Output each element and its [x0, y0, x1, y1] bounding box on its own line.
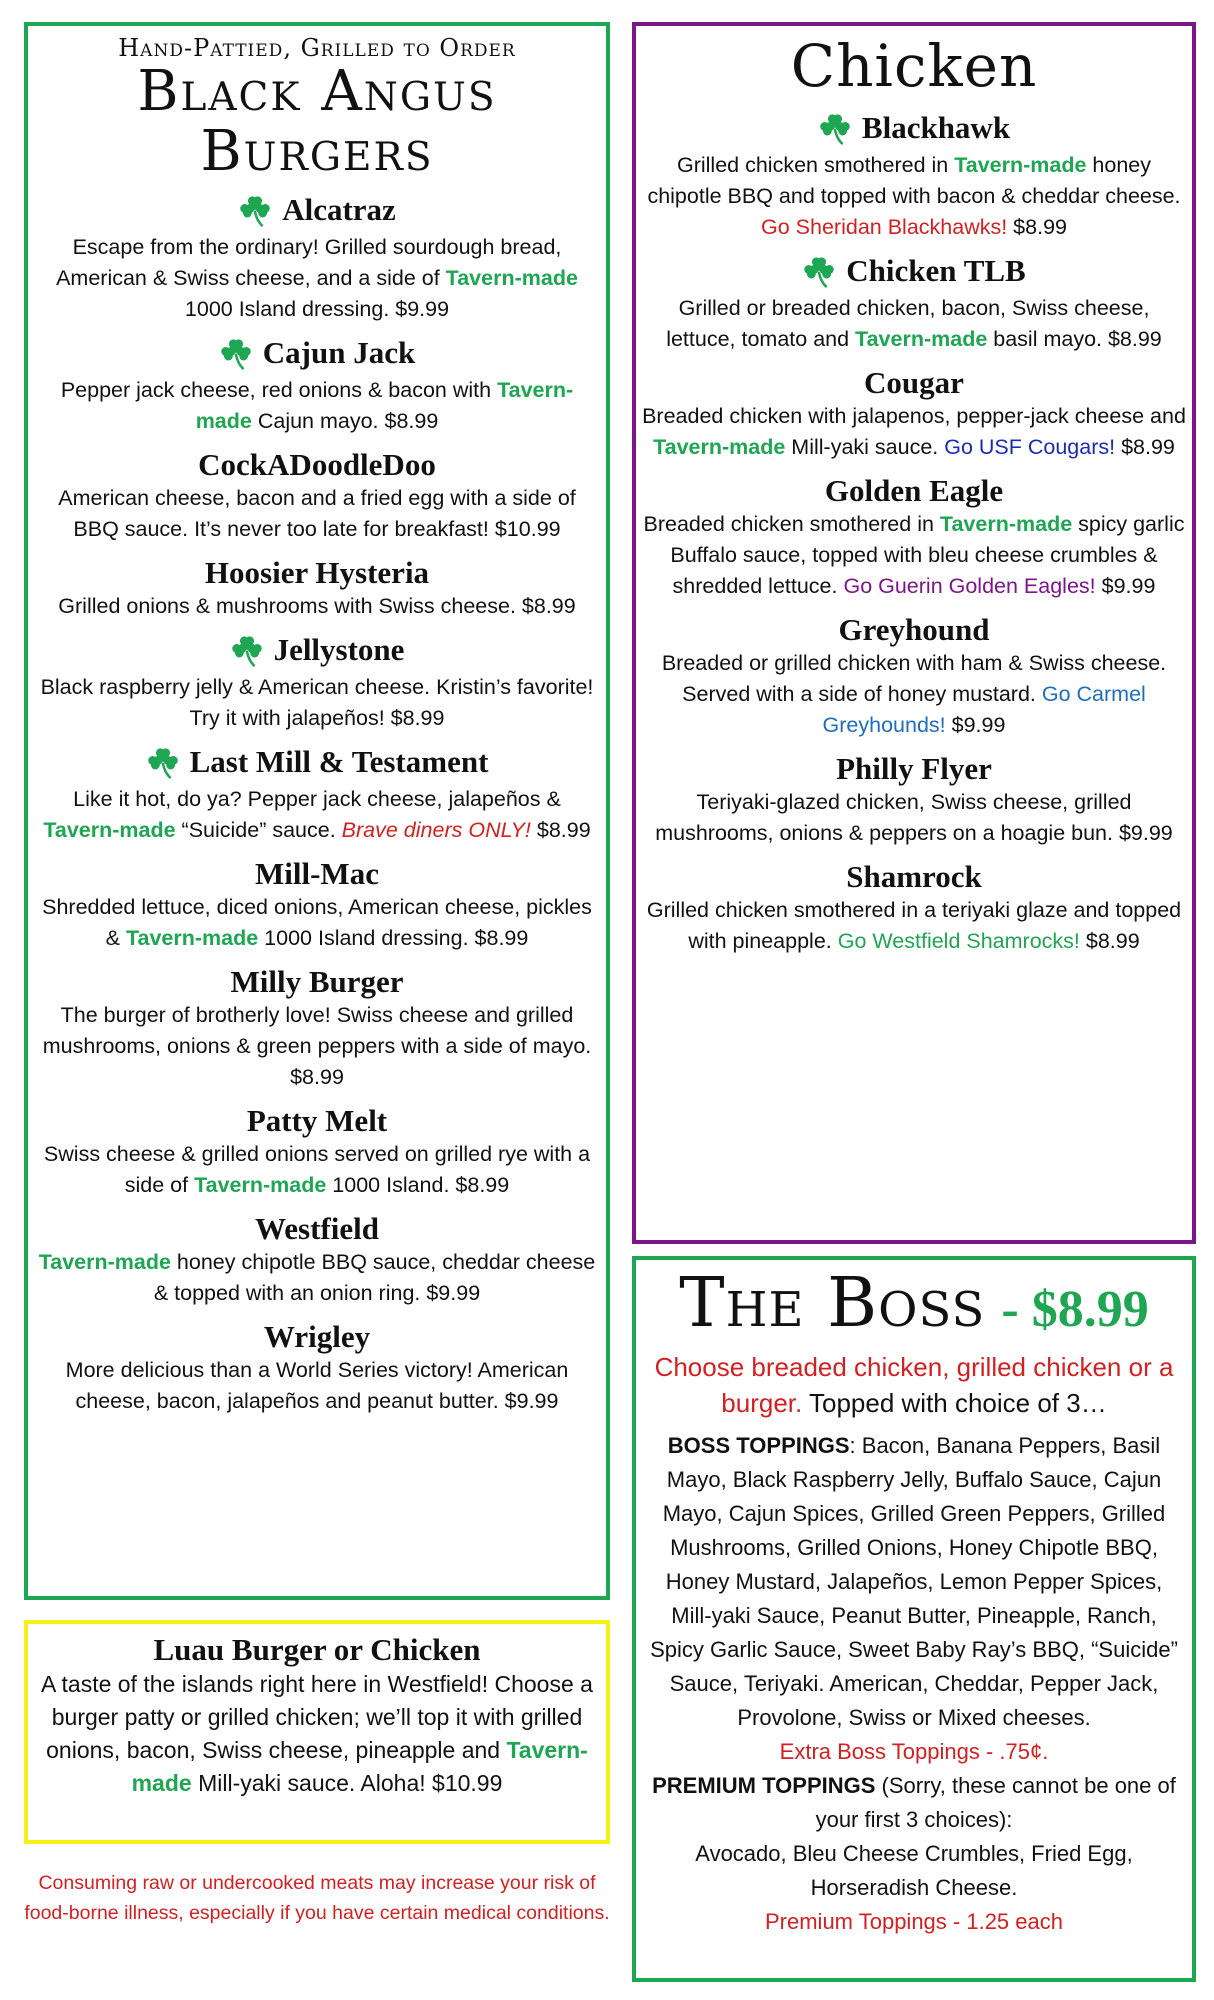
- boss-toppings-list: : Bacon, Banana Peppers, Basil Mayo, Black Raspberry Jelly, Buffalo Sauce, Cajun Mayo, Cajun Spices, Grilled Green Peppers, Grilled Mushrooms, Grilled Onions, Honey Chipotle BBQ, Honey Mustard, Jalapeños, Lemon Pepper Spices, Mill-yaki Sauce, Peanut Butter, Pineapple, Ranch, Spicy Garlic Sauce, Sweet Baby Ray’s BBQ, “Suicide” Sauce, Teriyaki. American, Cheddar, Pepper Jack, Provolone, Swiss or Mixed cheeses.: [650, 1433, 1178, 1730]
- menu-item: [36, 856, 598, 954]
- description-text: Grilled onions & mushrooms with Swiss cheese. $8.99: [58, 594, 576, 618]
- tavern-made-label: Tavern-made: [43, 818, 176, 842]
- description-text: 1000 Island dressing. $8.99: [258, 926, 529, 950]
- burgers-title-line2: Burgers: [200, 119, 434, 184]
- description-text: spicy garlic Buffalo sauce, topped with bleu cheese crumbles & shredded lettuce.: [670, 512, 1185, 598]
- menu-item-title: Hoosier Hysteria: [204, 555, 430, 590]
- boss-toppings-label: BOSS TOPPINGS: [667, 1433, 850, 1458]
- menu-item-description: [36, 232, 598, 325]
- menu-item-name: [825, 473, 1003, 509]
- menu-item-description: [642, 787, 1186, 849]
- premium-toppings-list: Avocado, Bleu Cheese Crumbles, Fried Egg, Horseradish Cheese.: [695, 1841, 1133, 1900]
- description-text: Shredded lettuce, diced onions, American cheese, pickles &: [42, 895, 592, 950]
- description-text: Breaded chicken smothered in: [643, 512, 940, 536]
- luau-item: [28, 1632, 606, 1800]
- food-safety-disclaimer: Consuming raw or undercooked meats may increase your risk of food-borne illness, especially if you have certain medical conditions.: [24, 1872, 610, 1924]
- highlight-text: Go Sheridan Blackhawks!: [761, 215, 1008, 239]
- menu-item-name: [198, 447, 436, 483]
- menu-item-title: Greyhound: [838, 612, 990, 647]
- menu-item-description: [36, 672, 598, 734]
- menu-item-title: Cougar: [864, 365, 964, 400]
- burgers-kicker: Hand-Pattied, Grilled to Order: [118, 34, 516, 62]
- description-text: The burger of brotherly love! Swiss cheese and grilled mushrooms, onions & green peppers with a side of mayo. $8.99: [42, 1003, 592, 1089]
- description-text: “Suicide” sauce.: [175, 818, 342, 842]
- burgers-title-line1: Black Angus: [137, 59, 497, 124]
- chicken-list: [636, 110, 1192, 957]
- menu-item-description: [642, 150, 1186, 243]
- menu-item: [36, 555, 598, 622]
- menu-item: [36, 964, 598, 1093]
- menu-item-name: [255, 1211, 379, 1247]
- boss-section: [632, 1256, 1196, 1982]
- menu-item-name: [205, 555, 429, 591]
- tavern-made-label: Tavern-made: [939, 512, 1073, 536]
- menu-item-title: Philly Flyer: [836, 751, 992, 786]
- luau-description: [36, 1668, 598, 1800]
- menu-item-title: Jellystone: [273, 632, 405, 667]
- menu-item-description: [36, 892, 598, 954]
- menu-item-title: Shamrock: [846, 859, 982, 894]
- menu-item-name: [219, 335, 415, 371]
- boss-intro-topped: Topped with choice of 3…: [802, 1388, 1107, 1418]
- description-text: $8.99: [1007, 215, 1067, 239]
- menu-item-name: [230, 632, 405, 668]
- menu-item-title: CockADoodleDoo: [198, 447, 436, 482]
- boss-price: - $8.99: [1001, 1281, 1149, 1338]
- menu-item: [36, 447, 598, 545]
- menu-item-title: Westfield: [255, 1211, 379, 1246]
- menu-item: [36, 192, 598, 325]
- shamrock-icon: [219, 336, 253, 370]
- tavern-made-label: Tavern-made: [445, 266, 578, 290]
- menu-item: [36, 632, 598, 734]
- highlight-text: Go Guerin Golden Eagles!: [843, 574, 1096, 598]
- description-text: Cajun mayo. $8.99: [251, 409, 439, 433]
- description-text: honey chipotle BBQ and topped with bacon & cheddar cheese.: [647, 153, 1181, 208]
- menu-item-title: Alcatraz: [282, 192, 396, 227]
- boss-name: The Boss: [679, 1264, 986, 1343]
- menu-item-title: Golden Eagle: [824, 473, 1004, 508]
- menu-item-title: Cajun Jack: [262, 335, 416, 370]
- menu-item-name: [802, 253, 1025, 289]
- boss-extra-price: Extra Boss Toppings - .75¢.: [779, 1739, 1049, 1764]
- shamrock-icon: [818, 111, 852, 145]
- description-text: More delicious than a World Series victory! American cheese, bacon, jalapeños and peanut butter. $9.99: [65, 1358, 569, 1413]
- menu-item-name: [836, 751, 992, 787]
- highlight-text: Brave diners ONLY!: [341, 818, 531, 842]
- description-text: $9.99: [1095, 574, 1156, 598]
- burgers-list: [28, 192, 606, 1417]
- premium-toppings-note: (Sorry, these cannot be one of your first 3 choices):: [815, 1773, 1176, 1832]
- shamrock-icon: [802, 254, 836, 288]
- tavern-made-label: Tavern-made: [125, 926, 259, 950]
- menu-item: [642, 365, 1186, 463]
- tavern-made-label: Tavern-made: [855, 327, 988, 351]
- menu-item: [36, 1319, 598, 1417]
- description-text: $8.99: [1115, 435, 1175, 459]
- menu-item-description: [642, 648, 1186, 741]
- menu-item-title: Patty Melt: [246, 1103, 388, 1138]
- luau-name: Luau Burger or Chicken: [153, 1632, 481, 1667]
- menu-item-description: [36, 1247, 598, 1309]
- description-text: 1000 Island dressing. $9.99: [184, 297, 450, 321]
- description-text: Like it hot, do ya? Pepper jack cheese, jalapeños &: [73, 787, 561, 811]
- chicken-section: [632, 22, 1196, 1244]
- tavern-made-label: Tavern-made: [954, 153, 1087, 177]
- menu-item-description: [36, 591, 598, 622]
- shamrock-icon: [146, 745, 180, 779]
- menu-item-description: [642, 895, 1186, 957]
- menu-item: [36, 335, 598, 437]
- menu-item-name: [255, 856, 379, 892]
- menu-item: [36, 1211, 598, 1309]
- menu-item-name: [264, 1319, 370, 1355]
- highlight-text: Go USF Cougars!: [944, 435, 1116, 459]
- menu-item-description: [36, 1139, 598, 1201]
- menu-item-title: Milly Burger: [230, 964, 404, 999]
- shamrock-icon: [238, 193, 272, 227]
- menu-item-name: [846, 859, 982, 895]
- highlight-text: Go Westfield Shamrocks!: [837, 929, 1080, 953]
- tavern-made-label: Tavern-made: [38, 1250, 171, 1274]
- shamrock-icon: [230, 633, 264, 667]
- menu-item-title: Last Mill & Testament: [189, 744, 489, 779]
- tavern-made-label: Tavern-made: [131, 1737, 588, 1796]
- description-text: Mill-yaki sauce. Aloha! $10.99: [191, 1770, 503, 1796]
- tavern-made-label: Tavern-made: [195, 378, 574, 433]
- menu-item-description: [36, 1355, 598, 1417]
- luau-section: [24, 1620, 610, 1844]
- description-text: American cheese, bacon and a fried egg with a side of BBQ sauce. It’s never too late for breakfast! $10.99: [58, 486, 576, 541]
- menu-item-description: [642, 509, 1186, 602]
- description-text: Grilled chicken smothered in a teriyaki glaze and topped with pineapple.: [646, 898, 1182, 953]
- menu-item: [642, 751, 1186, 849]
- menu-item-title: Mill-Mac: [255, 856, 379, 891]
- description-text: Grilled chicken smothered in: [676, 153, 955, 177]
- chicken-title: Chicken: [790, 32, 1038, 100]
- description-text: $8.99: [530, 818, 591, 842]
- menu-item-name: [238, 192, 396, 228]
- menu-item-name: [230, 964, 403, 1000]
- boss-intro-choice: Choose breaded chicken, grilled chicken or a burger.: [654, 1352, 1174, 1418]
- description-text: Breaded chicken with jalapenos, pepper-jack cheese and: [642, 404, 1186, 428]
- menu-item: [642, 612, 1186, 741]
- menu-item-title: Blackhawk: [861, 110, 1011, 145]
- description-text: honey chipotle BBQ sauce, cheddar cheese & topped with an onion ring. $9.99: [153, 1250, 596, 1305]
- menu-item: [642, 473, 1186, 602]
- menu-item-description: [36, 375, 598, 437]
- description-text: basil mayo. $8.99: [987, 327, 1162, 351]
- menu-item-title: Wrigley: [263, 1319, 371, 1354]
- description-text: $9.99: [945, 713, 1006, 737]
- tavern-made-label: Tavern-made: [194, 1173, 327, 1197]
- description-text: Mill-yaki sauce.: [785, 435, 945, 459]
- description-text: Black raspberry jelly & American cheese. Kristin’s favorite! Try it with jalapeños! $8.99: [40, 675, 594, 730]
- menu-item-name: [838, 612, 989, 648]
- description-text: $8.99: [1079, 929, 1140, 953]
- menu-item: [642, 859, 1186, 957]
- burgers-section: [24, 22, 610, 1600]
- premium-toppings-price: Premium Toppings - 1.25 each: [765, 1909, 1063, 1934]
- menu-item-description: [36, 483, 598, 545]
- menu-item-description: [36, 784, 598, 846]
- description-text: Escape from the ordinary! Grilled sourdough bread, American & Swiss cheese, and a side of: [56, 235, 562, 290]
- menu-item-description: [642, 401, 1186, 463]
- description-text: Grilled or breaded chicken, bacon, Swiss cheese, lettuce, tomato and: [666, 296, 1150, 351]
- menu-item: [642, 110, 1186, 243]
- description-text: 1000 Island. $8.99: [326, 1173, 510, 1197]
- menu-item-name: [864, 365, 964, 401]
- description-text: A taste of the islands right here in Westfield! Choose a burger patty or grilled chicken; we’ll top it with grilled onions, bacon, Swiss cheese, pineapple and: [41, 1671, 593, 1763]
- menu-item-name: [818, 110, 1010, 146]
- description-text: Breaded or grilled chicken with ham & Swiss cheese. Served with a side of honey mustard.: [661, 651, 1167, 706]
- menu-item: [36, 1103, 598, 1201]
- description-text: Pepper jack cheese, red onions & bacon with: [60, 378, 498, 402]
- premium-toppings: [636, 1769, 1192, 1905]
- description-text: Teriyaki-glazed chicken, Swiss cheese, grilled mushrooms, onions & peppers on a hoagie bun. $9.99: [655, 790, 1173, 845]
- menu-item-name: [247, 1103, 387, 1139]
- boss-toppings: [636, 1429, 1192, 1735]
- tavern-made-label: Tavern-made: [653, 435, 786, 459]
- premium-toppings-label: PREMIUM TOPPINGS: [652, 1773, 876, 1798]
- menu-item-name: [146, 744, 489, 780]
- boss-header: [636, 1264, 1192, 1343]
- menu-item: [36, 744, 598, 846]
- menu-item-description: [642, 293, 1186, 355]
- description-text: Swiss cheese & grilled onions served on grilled rye with a side of: [43, 1142, 591, 1197]
- menu-item: [642, 253, 1186, 355]
- boss-intro: [636, 1349, 1192, 1421]
- highlight-text: Go Carmel Greyhounds!: [822, 682, 1146, 737]
- menu-item-description: [36, 1000, 598, 1093]
- menu-item-title: Chicken TLB: [846, 253, 1026, 288]
